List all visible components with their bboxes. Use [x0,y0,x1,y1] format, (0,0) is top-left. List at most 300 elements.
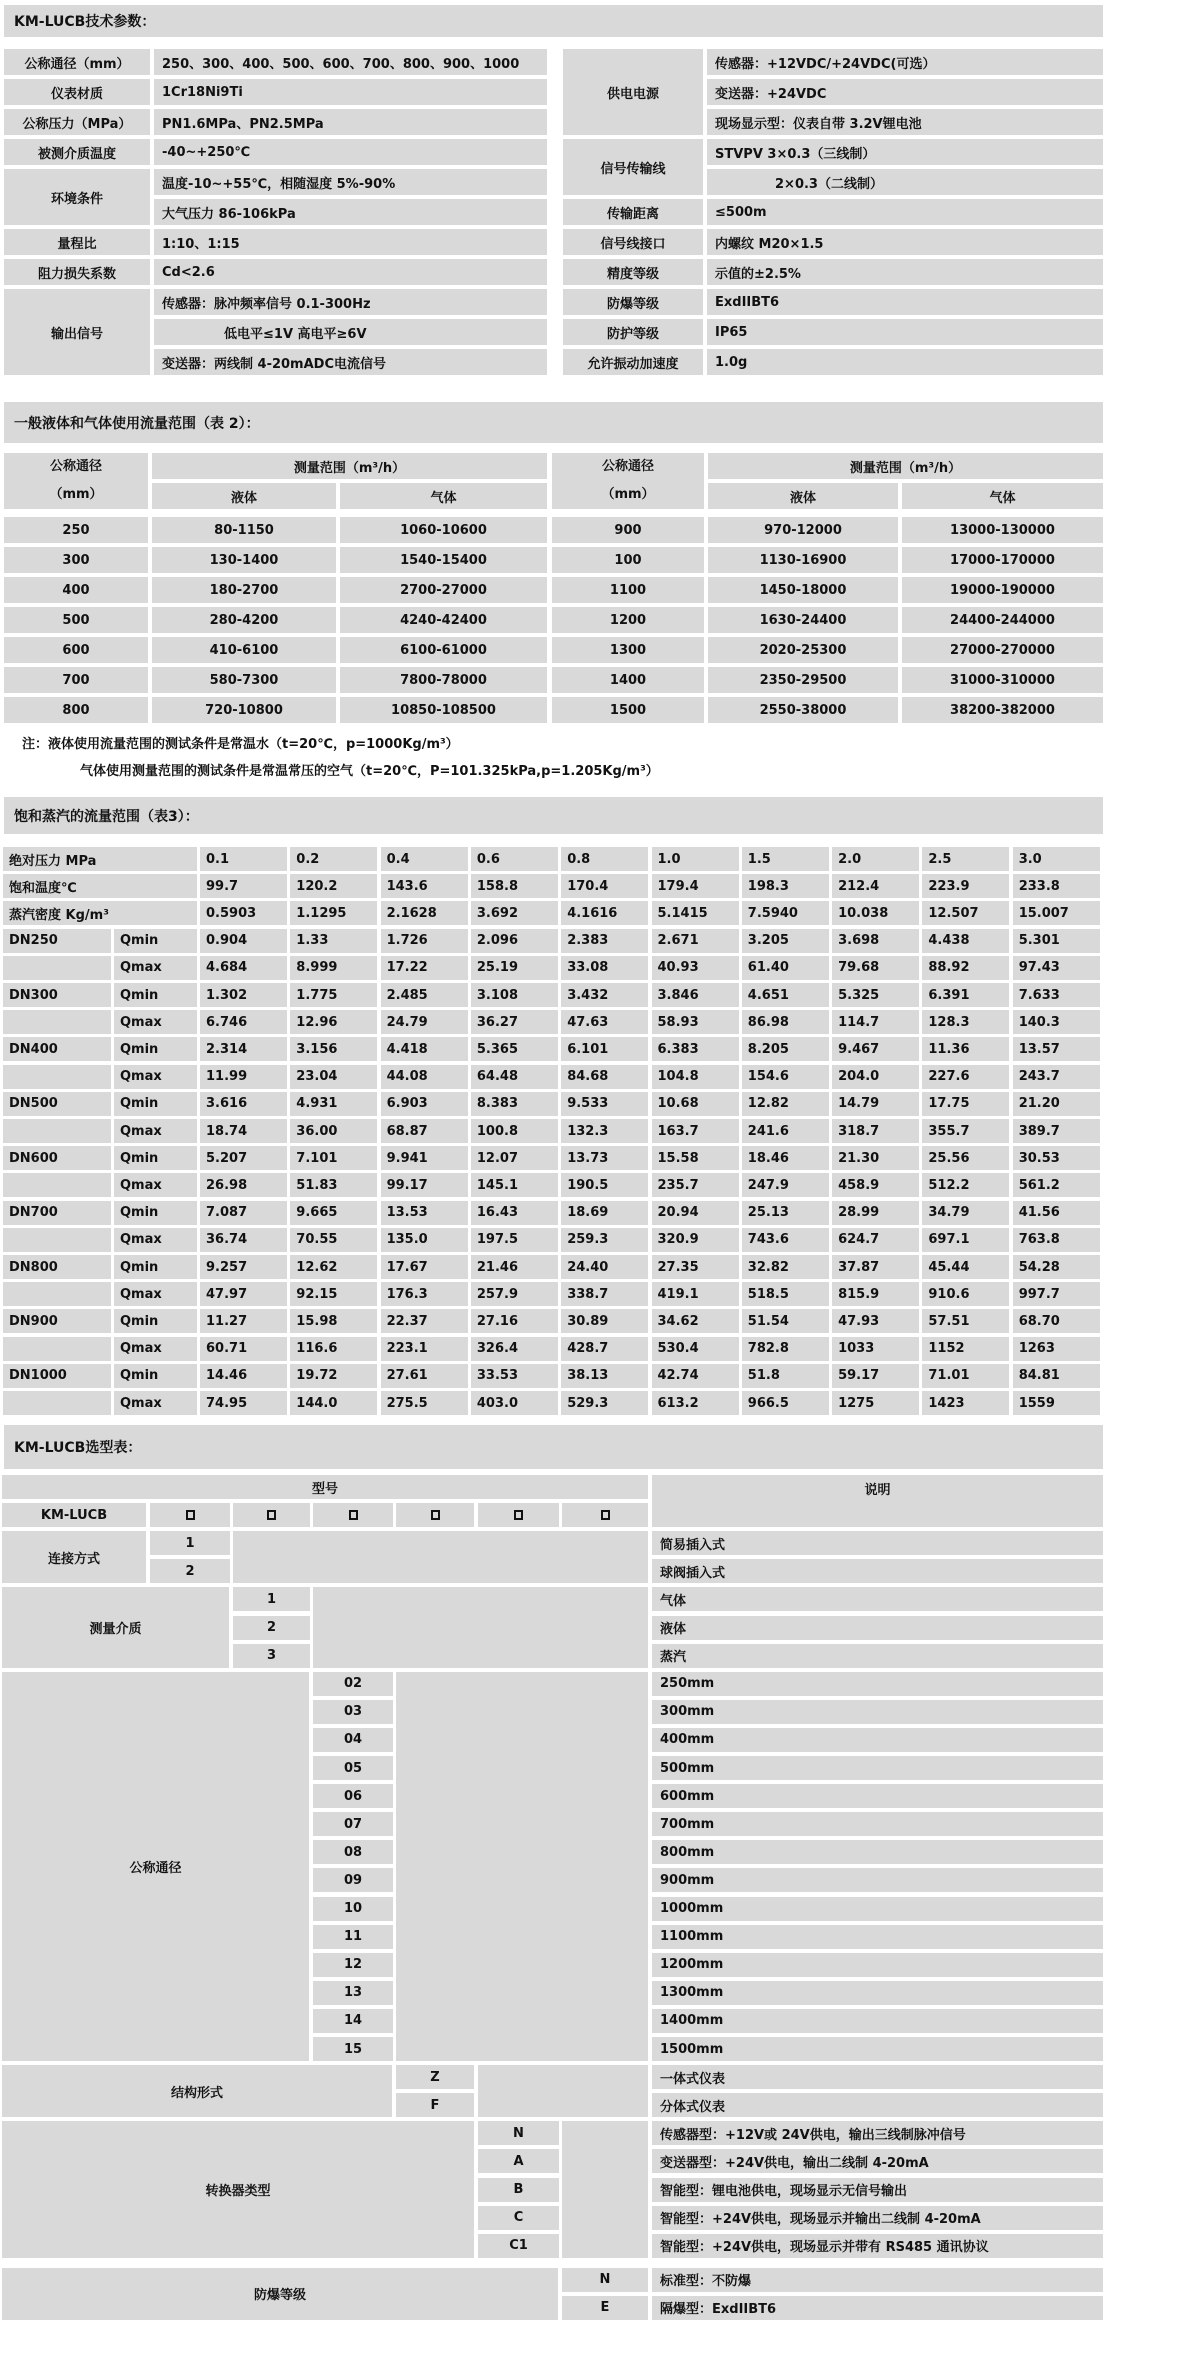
spec-label: 信号传输线 [563,139,703,195]
option-description: 1500mm [652,2037,1103,2061]
spec-label: 供电电源 [563,49,703,135]
table-cell: 16.43 [471,1201,558,1225]
filler-cell [396,1672,648,2061]
table-cell: 2.096 [471,929,558,953]
table-cell: 51.8 [742,1364,829,1388]
spec-value: STVPV 3×0.3（三线制） [707,139,1103,165]
placeholder-box [313,1503,393,1527]
table-cell: 13.53 [381,1201,468,1225]
table-cell: 99.17 [381,1173,468,1197]
table-cell: 84.81 [1013,1364,1100,1388]
table-cell: 8.205 [742,1037,829,1061]
table-cell: 36.27 [471,1010,558,1034]
table-cell: 275.5 [381,1391,468,1415]
option-code: 1 [233,1587,310,1611]
option-code: Z [396,2065,474,2089]
option-code: 13 [313,1981,393,2005]
table-cell: 154.6 [742,1065,829,1089]
option-code: 2 [150,1559,230,1583]
table-cell: 12.07 [471,1146,558,1170]
option-description: 800mm [652,1840,1103,1864]
table-cell: 15.007 [1013,901,1100,925]
option-description: 标准型：不防爆 [652,2268,1103,2292]
table-cell: 57.51 [922,1309,1009,1333]
dn-unit: （mm） [49,487,103,502]
table-cell: 2.5 [922,847,1009,871]
spec-value: Cd<2.6 [154,259,547,285]
spec-label: 公称通径（mm） [4,49,150,75]
qmax-label: Qmax [114,1391,197,1415]
table-cell: 28.99 [832,1201,919,1225]
option-description: 1000mm [652,1897,1103,1921]
table-cell: 720-10800 [152,697,336,723]
spec-value: 大气压力 86-106kPa [154,199,547,225]
dn-cell [3,1010,111,1034]
option-description: 变送器型：+24V供电，输出二线制 4-20mA [652,2149,1103,2173]
table-cell: 1.302 [200,983,287,1007]
option-code: F [396,2093,474,2117]
table-cell: 47.97 [200,1282,287,1306]
table-cell: 3.0 [1013,847,1100,871]
group-label: 公称通径 [2,1672,309,2061]
table-cell: 5.207 [200,1146,287,1170]
option-code: 02 [313,1672,393,1696]
dn-cell [3,1282,111,1306]
table-cell: 419.1 [652,1282,739,1306]
table-cell: 2.485 [381,983,468,1007]
table-cell: 80-1150 [152,517,336,543]
table-cell: 233.8 [1013,874,1100,898]
table-cell: 99.7 [200,874,287,898]
table-cell: 355.7 [922,1119,1009,1143]
spec-label: 公称压力（MPa） [4,109,150,135]
option-code: 11 [313,1925,393,1949]
spec-value: 1:10、1:15 [154,229,547,255]
dn-cell [3,1228,111,1252]
square-icon [186,1510,195,1520]
qmax-label: Qmax [114,1173,197,1197]
option-code: 08 [313,1840,393,1864]
table-cell: 170.4 [561,874,648,898]
table-cell: 21.46 [471,1255,558,1279]
table-cell: 11.27 [200,1309,287,1333]
table-cell: 59.17 [832,1364,919,1388]
table-cell: 13.73 [561,1146,648,1170]
filler-cell [562,2121,648,2258]
table-cell: 84.68 [561,1065,648,1089]
column-header-dn [552,453,704,509]
qmax-label: Qmax [114,1282,197,1306]
qmin-label: Qmin [114,1146,197,1170]
table-cell: 6.101 [561,1037,648,1061]
option-code: C1 [478,2234,559,2258]
column-header-dn [4,453,148,509]
table-cell: 11.36 [922,1037,1009,1061]
table-cell: 17000-170000 [902,547,1103,573]
column-header-gas: 气体 [902,483,1103,509]
option-description: 智能型：锂电池供电，现场显示无信号输出 [652,2178,1103,2202]
table-cell: 326.4 [471,1337,558,1361]
spec-label: 量程比 [4,229,150,255]
qmax-label: Qmax [114,1119,197,1143]
table-cell: 24400-244000 [902,607,1103,633]
table-cell: 1.0 [652,847,739,871]
qmax-label: Qmax [114,1228,197,1252]
table-cell: 144.0 [290,1391,377,1415]
table-cell: 128.3 [922,1010,1009,1034]
table-cell: 2.383 [561,929,648,953]
table-cell: 2.671 [652,929,739,953]
dn-label: 公称通径 [49,459,102,474]
table-cell: 1.726 [381,929,468,953]
table-cell: 4.651 [742,983,829,1007]
table-cell: 47.63 [561,1010,648,1034]
option-description: 蒸汽 [652,1644,1103,1668]
table-cell: 800 [4,697,148,723]
table-cell: 68.70 [1013,1309,1100,1333]
dn-cell: DN700 [3,1201,111,1225]
table-cell: 97.43 [1013,956,1100,980]
row-label: 饱和温度℃ [3,874,197,898]
table-cell: 0.8 [561,847,648,871]
table-cell: 88.92 [922,956,1009,980]
table-cell: 7.5940 [742,901,829,925]
table-cell: 41.56 [1013,1201,1100,1225]
table-cell: 7.101 [290,1146,377,1170]
qmin-label: Qmin [114,929,197,953]
table-cell: 500 [4,607,148,633]
option-description: 分体式仪表 [652,2093,1103,2117]
option-code: N [478,2121,559,2145]
table-cell: 114.7 [832,1010,919,1034]
table-cell: 0.2 [290,847,377,871]
table-cell: 12.62 [290,1255,377,1279]
table-cell: 64.48 [471,1065,558,1089]
table-cell: 5.301 [1013,929,1100,953]
table-cell: 2.1628 [381,901,468,925]
table-cell: 25.19 [471,956,558,980]
option-description: 简易插入式 [652,1531,1103,1555]
table-cell: 0.4 [381,847,468,871]
table-cell: 18.74 [200,1119,287,1143]
option-description: 1400mm [652,2009,1103,2033]
footnote-liquid: 注：液体使用流量范围的测试条件是常温水（t=20℃，p=1000Kg/m³） [22,737,459,752]
table-cell: 158.8 [471,874,558,898]
table-cell: 389.7 [1013,1119,1100,1143]
table-cell: 400 [4,577,148,603]
table-cell: 25.56 [922,1146,1009,1170]
option-description: 900mm [652,1868,1103,1892]
table-cell: 1423 [922,1391,1009,1415]
table-cell: 14.46 [200,1364,287,1388]
option-description: 250mm [652,1672,1103,1696]
table-cell: 27.35 [652,1255,739,1279]
option-description: 气体 [652,1587,1103,1611]
table-cell: 4.684 [200,956,287,980]
table-cell: 7.633 [1013,983,1100,1007]
table-cell: 7800-78000 [340,667,547,693]
table-cell: 1.1295 [290,901,377,925]
spec-value: 250、300、400、500、600、700、800、900、1000 [154,49,547,75]
table-cell: 782.8 [742,1337,829,1361]
option-code: 07 [313,1812,393,1836]
table-cell: 1.33 [290,929,377,953]
table-cell: 580-7300 [152,667,336,693]
table-cell: 15.98 [290,1309,377,1333]
spec-value: 2×0.3（二线制） [707,169,1103,195]
table-cell: 2.0 [832,847,919,871]
table-cell: 1200 [552,607,704,633]
table-cell: 2020-25300 [708,637,898,663]
qmax-label: Qmax [114,1010,197,1034]
table-cell: 37.87 [832,1255,919,1279]
table-cell: 70.55 [290,1228,377,1252]
table-cell: 5.1415 [652,901,739,925]
table-cell: 3.698 [832,929,919,953]
table-cell: 4.1616 [561,901,648,925]
filler-cell [313,1587,648,1667]
table-cell: 529.3 [561,1391,648,1415]
option-description: 1100mm [652,1925,1103,1949]
table-cell: 0.1 [200,847,287,871]
spec-value: PN1.6MPa、PN2.5MPa [154,109,547,135]
table-cell: 320.9 [652,1228,739,1252]
table-cell: 763.8 [1013,1228,1100,1252]
table-cell: 17.22 [381,956,468,980]
table-cell: 12.82 [742,1092,829,1116]
table-cell: 259.3 [561,1228,648,1252]
table-cell: 970-12000 [708,517,898,543]
table-cell: 3.692 [471,901,558,925]
table-cell: 600 [4,637,148,663]
table-cell: 2700-27000 [340,577,547,603]
column-header-gas: 气体 [340,483,547,509]
spec-value: ExdIIBT6 [707,289,1103,315]
table-cell: 624.7 [832,1228,919,1252]
option-description: 300mm [652,1700,1103,1724]
spec-value: ≤500m [707,199,1103,225]
square-icon [601,1510,610,1520]
table-cell: 7.087 [200,1201,287,1225]
dn-cell [3,1173,111,1197]
dn-cell: DN900 [3,1309,111,1333]
table-cell: 32.82 [742,1255,829,1279]
table-cell: 241.6 [742,1119,829,1143]
table-cell: 3.432 [561,983,648,1007]
table-cell: 9.467 [832,1037,919,1061]
table-cell: 132.3 [561,1119,648,1143]
option-code: N [562,2268,648,2292]
table-cell: 2550-38000 [708,697,898,723]
table-cell: 410-6100 [152,637,336,663]
table-cell: 280-4200 [152,607,336,633]
table-cell: 518.5 [742,1282,829,1306]
qmin-label: Qmin [114,1309,197,1333]
option-code: 10 [313,1897,393,1921]
spec-value: 现场显示型：仪表自带 3.2V锂电池 [707,109,1103,135]
column-header-liquid: 液体 [152,483,336,509]
filler-cell [478,2065,648,2117]
table-cell: 33.53 [471,1364,558,1388]
table-cell: 130-1400 [152,547,336,573]
table-cell: 27000-270000 [902,637,1103,663]
table-cell: 1.775 [290,983,377,1007]
option-description: 1200mm [652,1953,1103,1977]
table-cell: 100.8 [471,1119,558,1143]
table-cell: 33.08 [561,956,648,980]
spec-value: 传感器：+12VDC/+24VDC(可选） [707,49,1103,75]
placeholder-box [562,1503,648,1527]
spec-label: 被测介质温度 [4,139,150,165]
table-cell: 116.6 [290,1337,377,1361]
table-cell: 79.68 [832,956,919,980]
placeholder-box [150,1503,230,1527]
table-cell: 300 [4,547,148,573]
placeholder-box [396,1503,474,1527]
table-cell: 223.1 [381,1337,468,1361]
table-cell: 3.156 [290,1037,377,1061]
table-cell: 120.2 [290,874,377,898]
option-description: 智能型：+24V供电，现场显示并带有 RS485 通讯协议 [652,2234,1103,2258]
table-cell: 24.40 [561,1255,648,1279]
spec-value: 示值的±2.5% [707,259,1103,285]
table-cell: 1540-15400 [340,547,547,573]
option-description: 600mm [652,1784,1103,1808]
table-cell: 9.941 [381,1146,468,1170]
option-code: 1 [150,1531,230,1555]
table-cell: 1263 [1013,1337,1100,1361]
table-cell: 36.00 [290,1119,377,1143]
qmin-label: Qmin [114,1255,197,1279]
spec-value: 低电平≤1V 高电平≥6V [154,319,547,345]
table-cell: 30.53 [1013,1146,1100,1170]
table-cell: 26.98 [200,1173,287,1197]
group-label: 连接方式 [2,1531,146,1583]
table-cell: 18.69 [561,1201,648,1225]
table-cell: 54.28 [1013,1255,1100,1279]
table-cell: 12.96 [290,1010,377,1034]
table-cell: 180-2700 [152,577,336,603]
spec-value: 变送器：+24VDC [707,79,1103,105]
option-code: B [478,2178,559,2202]
table-cell: 6.746 [200,1010,287,1034]
option-description: 400mm [652,1728,1103,1752]
option-description: 球阀插入式 [652,1559,1103,1583]
table-cell: 190.5 [561,1173,648,1197]
qmin-label: Qmin [114,1037,197,1061]
table-cell: 697.1 [922,1228,1009,1252]
spec-label: 防爆等级 [563,289,703,315]
option-description: 500mm [652,1756,1103,1780]
table-cell: 743.6 [742,1228,829,1252]
row-label: 蒸汽密度 Kg/m³ [3,901,197,925]
table-cell: 4240-42400 [340,607,547,633]
table-cell: 966.5 [742,1391,829,1415]
table-cell: 17.75 [922,1092,1009,1116]
table-cell: 700 [4,667,148,693]
table-cell: 34.62 [652,1309,739,1333]
column-header-range: 测量范围（m³/h） [708,453,1103,479]
group-label: 转换器类型 [2,2121,474,2258]
table-cell: 1060-10600 [340,517,547,543]
table-cell: 428.7 [561,1337,648,1361]
table-cell: 9.257 [200,1255,287,1279]
table-cell: 4.931 [290,1092,377,1116]
table-cell: 250 [4,517,148,543]
table-cell: 13000-130000 [902,517,1103,543]
spec-value: -40~+250℃ [154,139,547,165]
option-code: 14 [313,2009,393,2033]
table-cell: 36.74 [200,1228,287,1252]
dn-cell: DN1000 [3,1364,111,1388]
header-model: 型号 [2,1475,648,1499]
table-cell: 613.2 [652,1391,739,1415]
spec-label: 防护等级 [563,319,703,345]
table-cell: 71.01 [922,1364,1009,1388]
square-icon [349,1510,358,1520]
filler-cell [233,1531,648,1583]
table-cell: 19.72 [290,1364,377,1388]
table-cell: 100 [552,547,704,573]
table-cell: 530.4 [652,1337,739,1361]
dn-unit: （mm） [601,487,655,502]
table-cell: 1400 [552,667,704,693]
table-cell: 338.7 [561,1282,648,1306]
table-cell: 19000-190000 [902,577,1103,603]
section-title-flow-range: 一般液体和气体使用流量范围（表 2）： [4,402,1103,443]
table-cell: 44.08 [381,1065,468,1089]
table-cell: 223.9 [922,874,1009,898]
table-cell: 2350-29500 [708,667,898,693]
table-cell: 27.16 [471,1309,558,1333]
option-code: 04 [313,1728,393,1752]
table-cell: 3.108 [471,983,558,1007]
table-cell: 2.314 [200,1037,287,1061]
table-cell: 6100-61000 [340,637,547,663]
table-cell: 45.44 [922,1255,1009,1279]
table-cell: 10.038 [832,901,919,925]
table-cell: 458.9 [832,1173,919,1197]
table-cell: 5.325 [832,983,919,1007]
dn-cell: DN500 [3,1092,111,1116]
qmax-label: Qmax [114,1065,197,1089]
table-cell: 1559 [1013,1391,1100,1415]
table-cell: 30.89 [561,1309,648,1333]
table-cell: 51.83 [290,1173,377,1197]
dn-cell [3,1119,111,1143]
option-code: C [478,2206,559,2230]
spec-label: 输出信号 [4,289,150,375]
option-code: 03 [313,1700,393,1724]
table-cell: 6.391 [922,983,1009,1007]
table-cell: 1100 [552,577,704,603]
table-cell: 1300 [552,637,704,663]
table-cell: 58.93 [652,1010,739,1034]
table-cell: 197.5 [471,1228,558,1252]
group-label: 结构形式 [2,2065,392,2117]
option-code: 2 [233,1616,310,1640]
spec-value: 传感器：脉冲频率信号 0.1-300Hz [154,289,547,315]
option-code: 06 [313,1784,393,1808]
option-code: 09 [313,1868,393,1892]
table-cell: 1630-24400 [708,607,898,633]
table-cell: 51.54 [742,1309,829,1333]
table-cell: 38.13 [561,1364,648,1388]
dn-cell: DN250 [3,929,111,953]
table-cell: 104.8 [652,1065,739,1089]
table-cell: 8.999 [290,956,377,980]
table-cell: 11.99 [200,1065,287,1089]
